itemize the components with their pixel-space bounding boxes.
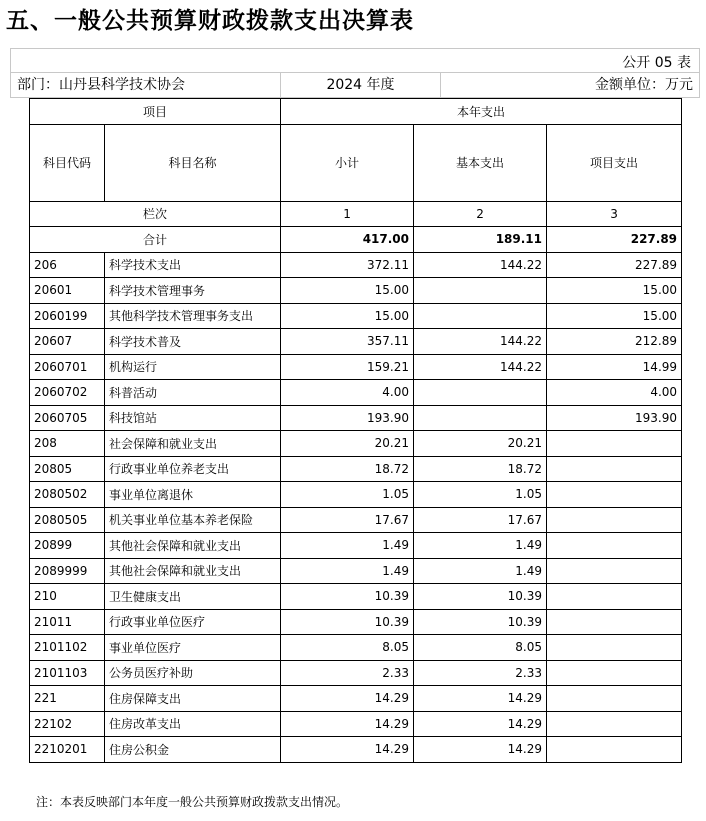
cell-subtotal: 357.11 — [281, 329, 414, 355]
cell-code: 2060199 — [30, 303, 105, 329]
cell-code: 2080505 — [30, 507, 105, 533]
cell-basic: 144.22 — [414, 354, 547, 380]
cell-name: 科普活动 — [105, 380, 281, 406]
cell-name: 行政事业单位养老支出 — [105, 456, 281, 482]
department-label: 部门：山丹县科学技术协会 — [11, 73, 281, 97]
cell-basic — [414, 303, 547, 329]
cell-project: 15.00 — [547, 303, 682, 329]
column-index-3: 3 — [547, 201, 682, 227]
header-subtotal: 小计 — [281, 124, 414, 201]
header-basic: 基本支出 — [414, 124, 547, 201]
table-row — [30, 431, 682, 457]
cell-project — [547, 711, 682, 737]
header-row-top — [30, 99, 682, 125]
cell-code: 2080502 — [30, 482, 105, 508]
cell-subtotal: 14.29 — [281, 686, 414, 712]
cell-project — [547, 737, 682, 763]
cell-name: 住房保障支出 — [105, 686, 281, 712]
cell-name: 机构运行 — [105, 354, 281, 380]
header-row-columns — [30, 124, 682, 201]
cell-project — [547, 686, 682, 712]
cell-name: 事业单位离退休 — [105, 482, 281, 508]
cell-name: 住房公积金 — [105, 737, 281, 763]
unit-label: 金额单位：万元 — [595, 77, 693, 93]
header-current-year: 本年支出 — [281, 99, 682, 125]
cell-code: 22102 — [30, 711, 105, 737]
header-name: 科目名称 — [105, 124, 281, 201]
cell-name: 其他科学技术管理事务支出 — [105, 303, 281, 329]
cell-basic: 18.72 — [414, 456, 547, 482]
column-index-1: 1 — [281, 201, 414, 227]
year-label: 2024 年度 — [281, 73, 441, 97]
cell-basic: 10.39 — [414, 584, 547, 610]
cell-code: 2101103 — [30, 660, 105, 686]
cell-basic: 144.22 — [414, 252, 547, 278]
table-row — [30, 303, 682, 329]
cell-project — [547, 558, 682, 584]
cell-project — [547, 660, 682, 686]
table-row — [30, 482, 682, 508]
table-code-row — [10, 48, 700, 72]
table-row — [30, 354, 682, 380]
table-row — [30, 558, 682, 584]
cell-subtotal: 4.00 — [281, 380, 414, 406]
cell-project: 14.99 — [547, 354, 682, 380]
cell-project: 212.89 — [547, 329, 682, 355]
cell-name: 机关事业单位基本养老保险 — [105, 507, 281, 533]
table-row — [30, 711, 682, 737]
table-row — [30, 380, 682, 406]
header-code: 科目代码 — [30, 124, 105, 201]
cell-basic — [414, 405, 547, 431]
table-code: 公开 05 表 — [622, 55, 691, 71]
table-row — [30, 686, 682, 712]
cell-project — [547, 609, 682, 635]
total-subtotal: 417.00 — [281, 227, 414, 253]
cell-basic: 144.22 — [414, 329, 547, 355]
cell-code: 20607 — [30, 329, 105, 355]
column-index-label: 栏次 — [30, 201, 281, 227]
table-row — [30, 584, 682, 610]
cell-code: 210 — [30, 584, 105, 610]
cell-subtotal: 193.90 — [281, 405, 414, 431]
cell-basic: 10.39 — [414, 609, 547, 635]
cell-code: 21011 — [30, 609, 105, 635]
cell-code: 206 — [30, 252, 105, 278]
cell-code: 20805 — [30, 456, 105, 482]
cell-project — [547, 482, 682, 508]
cell-subtotal: 17.67 — [281, 507, 414, 533]
footnote: 注：本表反映部门本年度一般公共预算财政拨款支出情况。 — [36, 795, 349, 809]
table-row — [30, 329, 682, 355]
cell-name: 事业单位医疗 — [105, 635, 281, 661]
cell-subtotal: 372.11 — [281, 252, 414, 278]
cell-basic: 14.29 — [414, 711, 547, 737]
cell-name: 公务员医疗补助 — [105, 660, 281, 686]
cell-project — [547, 456, 682, 482]
cell-code: 2060702 — [30, 380, 105, 406]
total-basic: 189.11 — [414, 227, 547, 253]
cell-name: 科学技术管理事务 — [105, 278, 281, 304]
cell-name: 社会保障和就业支出 — [105, 431, 281, 457]
cell-project: 227.89 — [547, 252, 682, 278]
table-row — [30, 252, 682, 278]
cell-project — [547, 635, 682, 661]
cell-subtotal: 14.29 — [281, 737, 414, 763]
page-title: 五、一般公共预算财政拨款支出决算表 — [6, 8, 414, 34]
cell-basic: 1.05 — [414, 482, 547, 508]
cell-subtotal: 15.00 — [281, 278, 414, 304]
cell-basic: 14.29 — [414, 737, 547, 763]
column-index-2: 2 — [414, 201, 547, 227]
cell-code: 221 — [30, 686, 105, 712]
cell-code: 2060705 — [30, 405, 105, 431]
cell-subtotal: 2.33 — [281, 660, 414, 686]
table-row — [30, 635, 682, 661]
total-project: 227.89 — [547, 227, 682, 253]
cell-code: 20601 — [30, 278, 105, 304]
cell-subtotal: 10.39 — [281, 584, 414, 610]
cell-code: 20899 — [30, 533, 105, 559]
cell-basic — [414, 278, 547, 304]
table-row — [30, 609, 682, 635]
cell-project — [547, 584, 682, 610]
cell-basic: 14.29 — [414, 686, 547, 712]
cell-name: 住房改革支出 — [105, 711, 281, 737]
cell-basic: 1.49 — [414, 533, 547, 559]
cell-name: 行政事业单位医疗 — [105, 609, 281, 635]
header-item: 项目 — [30, 99, 281, 125]
cell-project — [547, 431, 682, 457]
cell-basic — [414, 380, 547, 406]
info-row — [10, 72, 700, 98]
table-row — [30, 737, 682, 763]
table-row — [30, 533, 682, 559]
cell-code: 208 — [30, 431, 105, 457]
cell-name: 科学技术普及 — [105, 329, 281, 355]
cell-name: 卫生健康支出 — [105, 584, 281, 610]
cell-code: 2060701 — [30, 354, 105, 380]
cell-subtotal: 20.21 — [281, 431, 414, 457]
cell-basic: 8.05 — [414, 635, 547, 661]
cell-subtotal: 14.29 — [281, 711, 414, 737]
cell-subtotal: 15.00 — [281, 303, 414, 329]
table-row — [30, 278, 682, 304]
cell-basic: 1.49 — [414, 558, 547, 584]
header-project: 项目支出 — [547, 124, 682, 201]
cell-subtotal: 10.39 — [281, 609, 414, 635]
cell-subtotal: 1.49 — [281, 533, 414, 559]
cell-basic: 17.67 — [414, 507, 547, 533]
column-index-row — [30, 201, 682, 227]
cell-project: 15.00 — [547, 278, 682, 304]
cell-project — [547, 507, 682, 533]
table-row — [30, 660, 682, 686]
cell-subtotal: 8.05 — [281, 635, 414, 661]
total-row — [30, 227, 682, 253]
cell-subtotal: 159.21 — [281, 354, 414, 380]
expenditure-table — [29, 98, 682, 763]
cell-name: 其他社会保障和就业支出 — [105, 533, 281, 559]
cell-subtotal: 1.05 — [281, 482, 414, 508]
cell-name: 科学技术支出 — [105, 252, 281, 278]
table-row — [30, 456, 682, 482]
cell-basic: 2.33 — [414, 660, 547, 686]
cell-project — [547, 533, 682, 559]
cell-name: 其他社会保障和就业支出 — [105, 558, 281, 584]
cell-code: 2210201 — [30, 737, 105, 763]
cell-basic: 20.21 — [414, 431, 547, 457]
cell-code: 2089999 — [30, 558, 105, 584]
total-label: 合计 — [30, 227, 281, 253]
cell-name: 科技馆站 — [105, 405, 281, 431]
table-row — [30, 507, 682, 533]
cell-code: 2101102 — [30, 635, 105, 661]
cell-subtotal: 18.72 — [281, 456, 414, 482]
cell-subtotal: 1.49 — [281, 558, 414, 584]
table-row — [30, 405, 682, 431]
cell-project: 4.00 — [547, 380, 682, 406]
cell-project: 193.90 — [547, 405, 682, 431]
